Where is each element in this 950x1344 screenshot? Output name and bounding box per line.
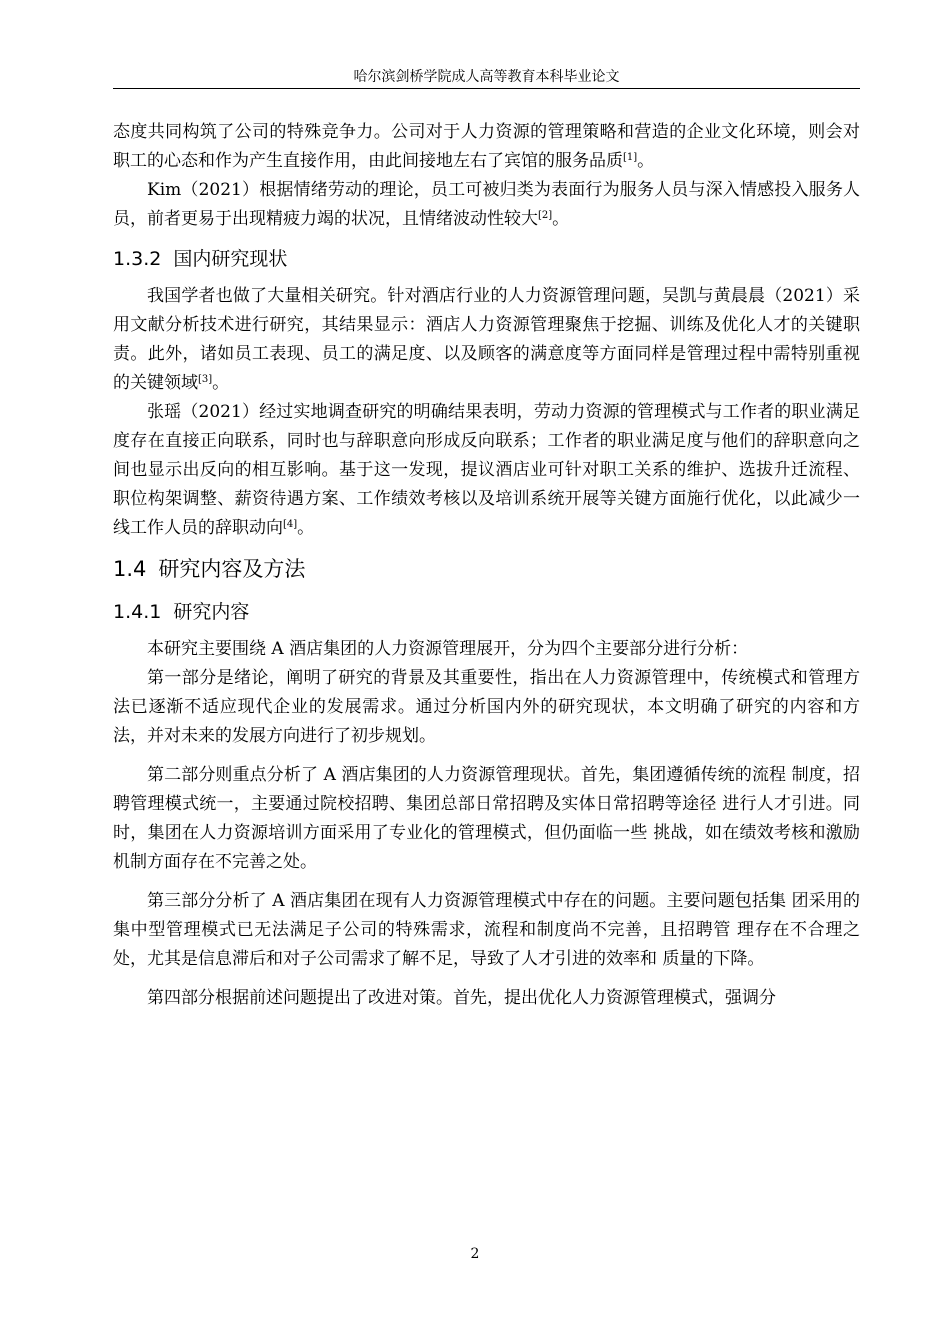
section-heading (113, 595, 860, 629)
chapter-heading (113, 551, 860, 587)
section-title: 研究内容 (173, 601, 250, 623)
citation-ref: [3] (198, 374, 213, 385)
section-number: 1.4 (113, 557, 147, 581)
section-heading (113, 242, 860, 276)
section-number: 1.3.2 (113, 248, 162, 270)
paragraph-text: 张瑶（2021）经过实地调查研究的明确结果表明，劳动力资源的管理模式与工作者的职业满足度存在直接正向联系，同时也与辞职意向形成反向联系；工作者的职业满足度与他们的辞职意向之间也显示出反向的相互影响。基于这一发现，提议酒店业可针对职工关系的维护、选拔升迁流程、职位构架调整、薪资待遇方案、工作绩效考核以及培训系统开展等关键方面施行优化，以此减少一线工作人员的辞职动向 (113, 402, 860, 538)
section-number: 1.4.1 (113, 601, 162, 623)
paragraph-tail: 。 (637, 151, 655, 171)
citation-ref: [4] (283, 519, 298, 530)
paragraph: 第四部分根据前述问题提出了改进对策。首先，提出优化人力资源管理模式，强调分 (147, 988, 776, 1008)
paragraph: 第一部分是绪论，阐明了研究的背景及其重要性，指出在人力资源管理中，传统模式和管理方法已逐渐不适应现代企业的发展需求。通过分析国内外的研究现状，本文明确了研究的内容和方法，并对未来的发展方向进行了初步规划。 (113, 668, 860, 746)
paragraph (113, 398, 860, 543)
paragraph-tail: 。 (297, 518, 315, 538)
page-number: 2 (470, 1246, 480, 1262)
citation-ref: [1] (623, 152, 638, 163)
paragraph: 第二部分则重点分析了 A 酒店集团的人力资源管理现状。首先，集团遵循传统的流程 制度，招聘管理模式统一，主要通过院校招聘、集团总部日常招聘及实体日常招聘等途径 进行人才引进。同时，集团在人力资源培训方面采用了专业化的管理模式，但仍面临一些 挑战，如在绩效考核和激励机制方面存在不完善之处。 (113, 765, 860, 872)
section-title: 研究内容及方法 (158, 557, 306, 581)
citation-ref: [2] (538, 210, 553, 221)
section-title: 国内研究现状 (173, 248, 288, 270)
paragraph (113, 282, 860, 398)
paragraph: 本研究主要围绕 A 酒店集团的人力资源管理展开，分为四个主要部分进行分析： (147, 639, 749, 659)
paragraph-tail: 。 (212, 373, 230, 393)
page-body (113, 118, 860, 1013)
header-rule (113, 88, 860, 89)
paragraph-tail: 。 (552, 209, 570, 229)
running-header: 哈尔滨剑桥学院成人高等教育本科毕业论文 (353, 69, 620, 85)
paragraph-text: 我国学者也做了大量相关研究。针对酒店行业的人力资源管理问题，吴凯与黄晨晨（2021）采用文献分析技术进行研究，其结果显示：酒店人力资源管理聚焦于挖掘、训练及优化人才的关键职责。此外，诸如员工表现、员工的满足度、以及顾客的满意度等方面同样是管理过程中需特别重视的关键领域 (113, 286, 860, 393)
paragraph-text: Kim（2021）根据情绪劳动的理论，员工可被归类为表面行为服务人员与深入情感投入服务人员，前者更易于出现精疲力竭的状况，且情绪波动性较大 (113, 180, 860, 229)
paragraph-text: 态度共同构筑了公司的特殊竞争力。公司对于人力资源的管理策略和营造的企业文化环境，则会对职工的心态和作为产生直接作用，由此间接地左右了宾馆的服务品质 (113, 122, 860, 171)
paragraph (113, 176, 860, 234)
paragraph: 第三部分分析了 A 酒店集团在现有人力资源管理模式中存在的问题。主要问题包括集 团采用的集中型管理模式已无法满足子公司的特殊需求，流程和制度尚不完善，且招聘管 理存在不合理之处，尤其是信息滞后和对子公司需求了解不足，导致了人才引进的效率和 质量的下降。 (113, 891, 860, 969)
paragraph (113, 118, 860, 176)
